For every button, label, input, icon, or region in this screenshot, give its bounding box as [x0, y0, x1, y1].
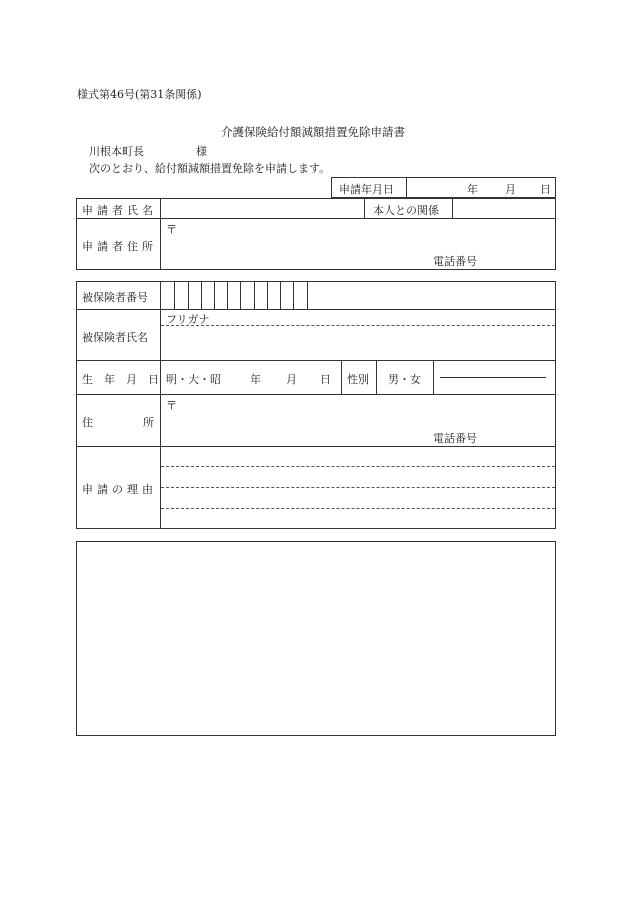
insured-phone-label: 電話番号: [433, 432, 477, 445]
addressee-name: 川根本町長: [89, 145, 144, 158]
sex-label: 性別: [347, 373, 369, 386]
insured-address-field[interactable]: [162, 396, 554, 444]
birth-month[interactable]: 月: [286, 373, 297, 386]
form-title: 介護保険給付額減額措置免除申請書: [221, 125, 405, 139]
applicant-address-label: 申請者住所: [82, 240, 157, 253]
insured-address-label-1: 住: [82, 416, 93, 429]
insured-name-label: 被保険者氏名: [82, 331, 148, 344]
applicant-name-label: 申請者氏名: [82, 204, 157, 217]
insured-address-label-2: 所: [143, 416, 154, 429]
application-date-day[interactable]: 日: [540, 183, 551, 196]
reason-field[interactable]: [162, 448, 554, 527]
intro-text: 次のとおり、給付額減額措置免除を申請します。: [89, 162, 331, 175]
sex-extra-line: [440, 377, 546, 378]
addressee-honorific: 様: [196, 145, 207, 158]
birth-year[interactable]: 年: [250, 373, 261, 386]
relation-field[interactable]: [454, 200, 554, 216]
application-date-year[interactable]: 年: [467, 183, 478, 196]
relation-label: 本人との関係: [373, 204, 439, 217]
applicant-address-field[interactable]: [162, 220, 554, 268]
form-number: 様式第46号(第31条関係): [77, 88, 202, 101]
furigana-divider: [161, 325, 555, 326]
birth-date-label: 生年月日: [82, 373, 170, 386]
reason-label: 申請の理由: [82, 483, 157, 496]
era-options[interactable]: 明・大・昭: [166, 373, 221, 386]
applicant-postal-mark: 〒: [166, 223, 177, 236]
birth-day[interactable]: 日: [320, 373, 331, 386]
insured-name-field[interactable]: [162, 327, 554, 358]
insured-number-label: 被保険者番号: [82, 291, 148, 304]
sex-options[interactable]: 男・女: [388, 373, 421, 386]
applicant-phone-label: 電話番号: [433, 255, 477, 268]
insured-postal-mark: 〒: [166, 399, 177, 412]
furigana-label: フリガナ: [166, 313, 210, 326]
office-use-box[interactable]: [76, 541, 556, 736]
application-date-month[interactable]: 月: [505, 183, 516, 196]
applicant-name-field[interactable]: [162, 200, 362, 216]
insured-number-boxes[interactable]: [160, 281, 308, 309]
application-date-label: 申請年月日: [339, 183, 394, 196]
